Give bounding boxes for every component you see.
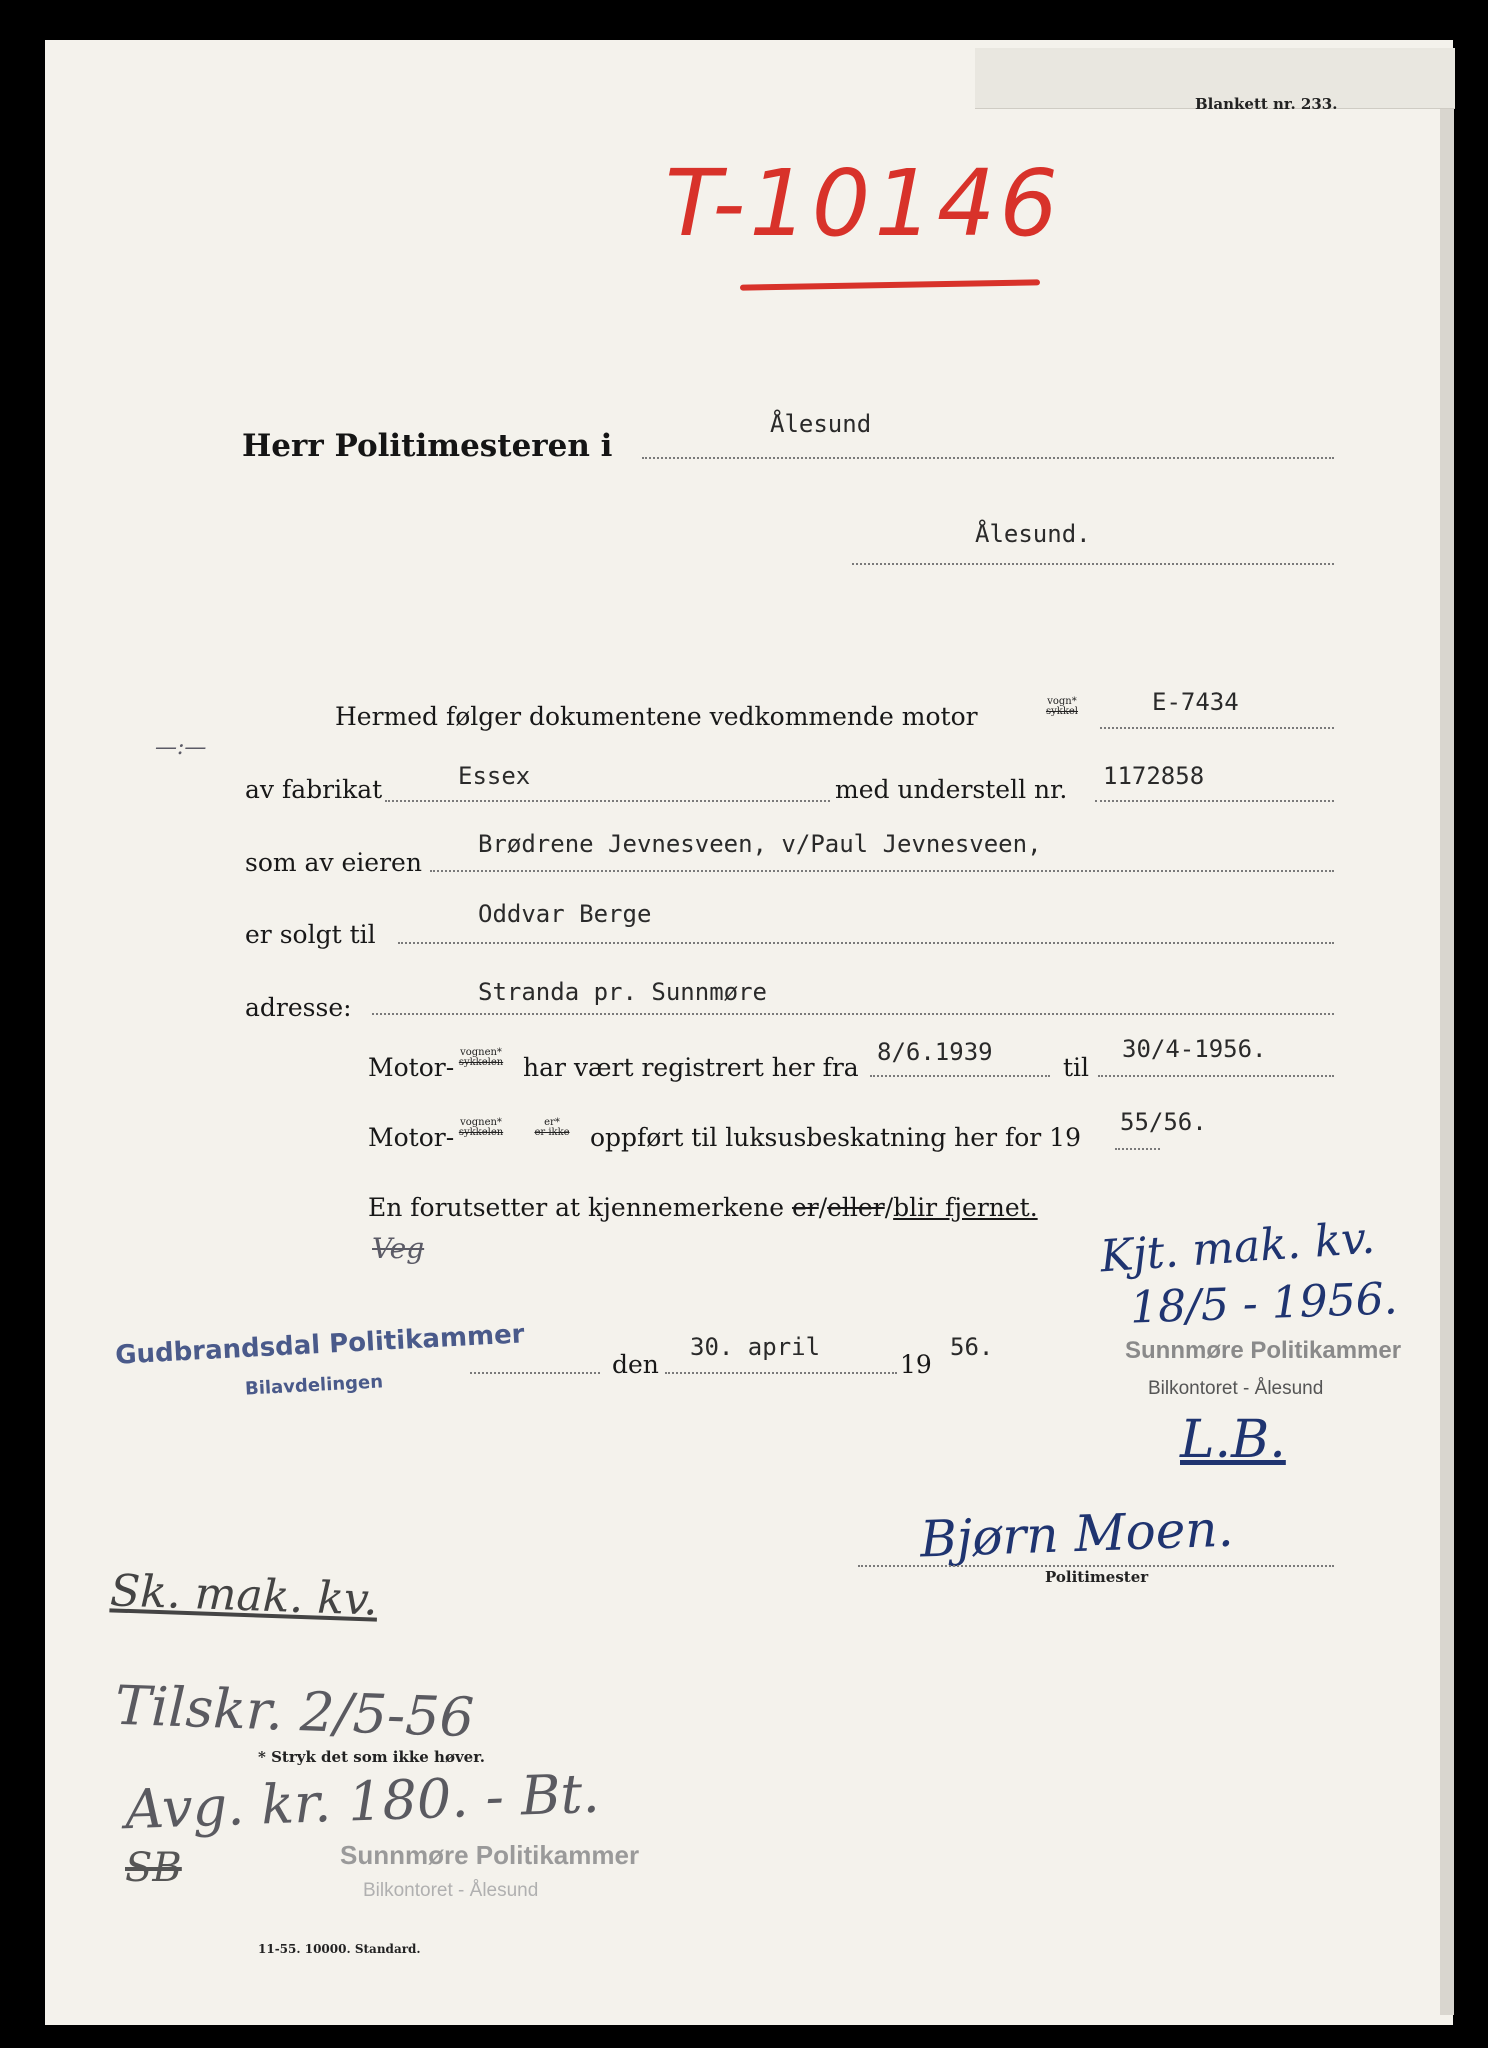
gudbrandsdal-stamp-line1: Gudbrandsdal Politikammer <box>114 1319 526 1371</box>
signature-line <box>858 1565 1334 1567</box>
to-line <box>1098 1075 1334 1077</box>
plates-text-b: blir fjernet. <box>893 1193 1038 1222</box>
plates-text: En forutsetter at kjennemerkene er/eller/blir fjernet. <box>368 1193 1038 1222</box>
footnote: * Stryk det som ikke høver. <box>258 1748 485 1766</box>
registered-from: 8/6.1939 <box>877 1038 993 1066</box>
registration-sup-bottom: sykkelen <box>458 1057 504 1068</box>
owner-value: Brødrene Jevnesveen, v/Paul Jevnesveen, <box>478 830 1042 858</box>
luxury-sup2-top: er* <box>544 1117 560 1128</box>
gudbrandsdal-stamp-line2: Bilavdelingen <box>244 1371 384 1400</box>
registered-to: 30/4-1956. <box>1122 1035 1267 1063</box>
luxury-sup1-bottom: sykkelen <box>458 1127 504 1138</box>
recipient-place: Ålesund <box>770 410 872 438</box>
luxury-year: 55/56. <box>1120 1108 1207 1136</box>
printer-line: 11-55. 10000. Standard. <box>258 1942 421 1956</box>
chassis-value: 1172858 <box>1103 762 1205 790</box>
right-note-1: Kjt. mak. kv. <box>1098 1212 1377 1283</box>
intro-label: Hermed følger dokumentene vedkommende motor <box>335 702 978 731</box>
luxury-sup1-top: vognen* <box>460 1117 502 1128</box>
vehicle-registration: E-7434 <box>1152 688 1239 716</box>
registration-sup-top: vognen* <box>460 1047 502 1058</box>
owner-line <box>430 870 1334 872</box>
intro-line <box>1100 727 1334 729</box>
til-label: til <box>1063 1053 1090 1082</box>
luxury-superscript-1 <box>445 1118 517 1138</box>
year-value: 56. <box>950 1333 994 1361</box>
den-label: den <box>612 1350 659 1379</box>
recipient-label: Herr Politimesteren i <box>242 428 613 464</box>
luxury-text: oppført til luksusbeskatning her for 19 <box>590 1123 1081 1152</box>
luxury-superscript-2 <box>522 1118 582 1138</box>
form-number: Blankett nr. 233. <box>1195 95 1338 113</box>
luxury-line <box>1115 1148 1160 1150</box>
place-line <box>470 1372 600 1374</box>
intro-superscript <box>1032 697 1092 717</box>
plates-text-a: En forutsetter at kjennemerkene <box>368 1193 784 1222</box>
right-note-2: 18/5 - 1956. <box>1129 1273 1399 1334</box>
city-line <box>852 563 1334 565</box>
sold-to-label: er solgt til <box>245 920 376 949</box>
make-line <box>385 800 830 802</box>
struck-handwriting: Veg <box>372 1232 425 1265</box>
plates-struck-eller: eller <box>827 1193 885 1222</box>
registration-prefix: Motor- <box>368 1053 455 1082</box>
registration-text: har vært registrert her fra <box>523 1053 859 1082</box>
sold-to-value: Oddvar Berge <box>478 900 652 928</box>
registration-superscript <box>445 1048 517 1068</box>
chassis-label: med understell nr. <box>835 775 1068 804</box>
date-dotted-line <box>665 1372 897 1374</box>
page-edge <box>1440 55 1454 2015</box>
chassis-line <box>1095 800 1334 802</box>
address-value: Stranda pr. Sunnmøre <box>478 978 767 1006</box>
address-label: adresse: <box>245 993 352 1022</box>
sunnmore-stamp-line1: Sunnmøre Politikammer <box>1125 1337 1402 1364</box>
luxury-prefix: Motor- <box>368 1123 455 1152</box>
make-label: av fabrikat <box>245 775 383 804</box>
initials-right: L.B. <box>1180 1410 1286 1470</box>
sunnmore-stamp-bottom-line1: Sunnmøre Politikammer <box>340 1840 640 1870</box>
recipient-line <box>642 457 1334 459</box>
owner-label: som av eieren <box>245 848 422 877</box>
struck-mark: SB <box>125 1845 182 1891</box>
left-note: Sk. mak. kv. <box>109 1565 379 1626</box>
intro-sup-top: vogn* <box>1047 696 1077 707</box>
sunnmore-stamp-line2: Bilkontoret - Ålesund <box>1148 1378 1324 1399</box>
tilskr-note: Tilskr. 2/5-56 <box>114 1673 476 1750</box>
plates-struck-er: er <box>791 1193 819 1222</box>
recipient-city: Ålesund. <box>975 520 1091 548</box>
date-value: 30. april <box>690 1333 821 1361</box>
reference-number: T-10146 <box>665 150 1062 257</box>
make-value: Essex <box>458 762 531 790</box>
from-line <box>870 1075 1050 1077</box>
avg-note: Avg. kr. 180. - Bt. <box>124 1761 601 1842</box>
margin-mark: —:— <box>155 735 207 760</box>
sold-to-line <box>398 942 1334 944</box>
year-prefix: 19 <box>900 1350 932 1379</box>
luxury-sup2-bottom: er ikke <box>534 1127 570 1138</box>
address-line <box>372 1013 1334 1015</box>
intro-sup-bottom: sykkel <box>1045 706 1079 717</box>
signature: Bjørn Moen. <box>919 1499 1235 1569</box>
signature-title: Politimester <box>1045 1568 1149 1586</box>
sunnmore-stamp-bottom-line2: Bilkontoret - Ålesund <box>363 1880 539 1901</box>
